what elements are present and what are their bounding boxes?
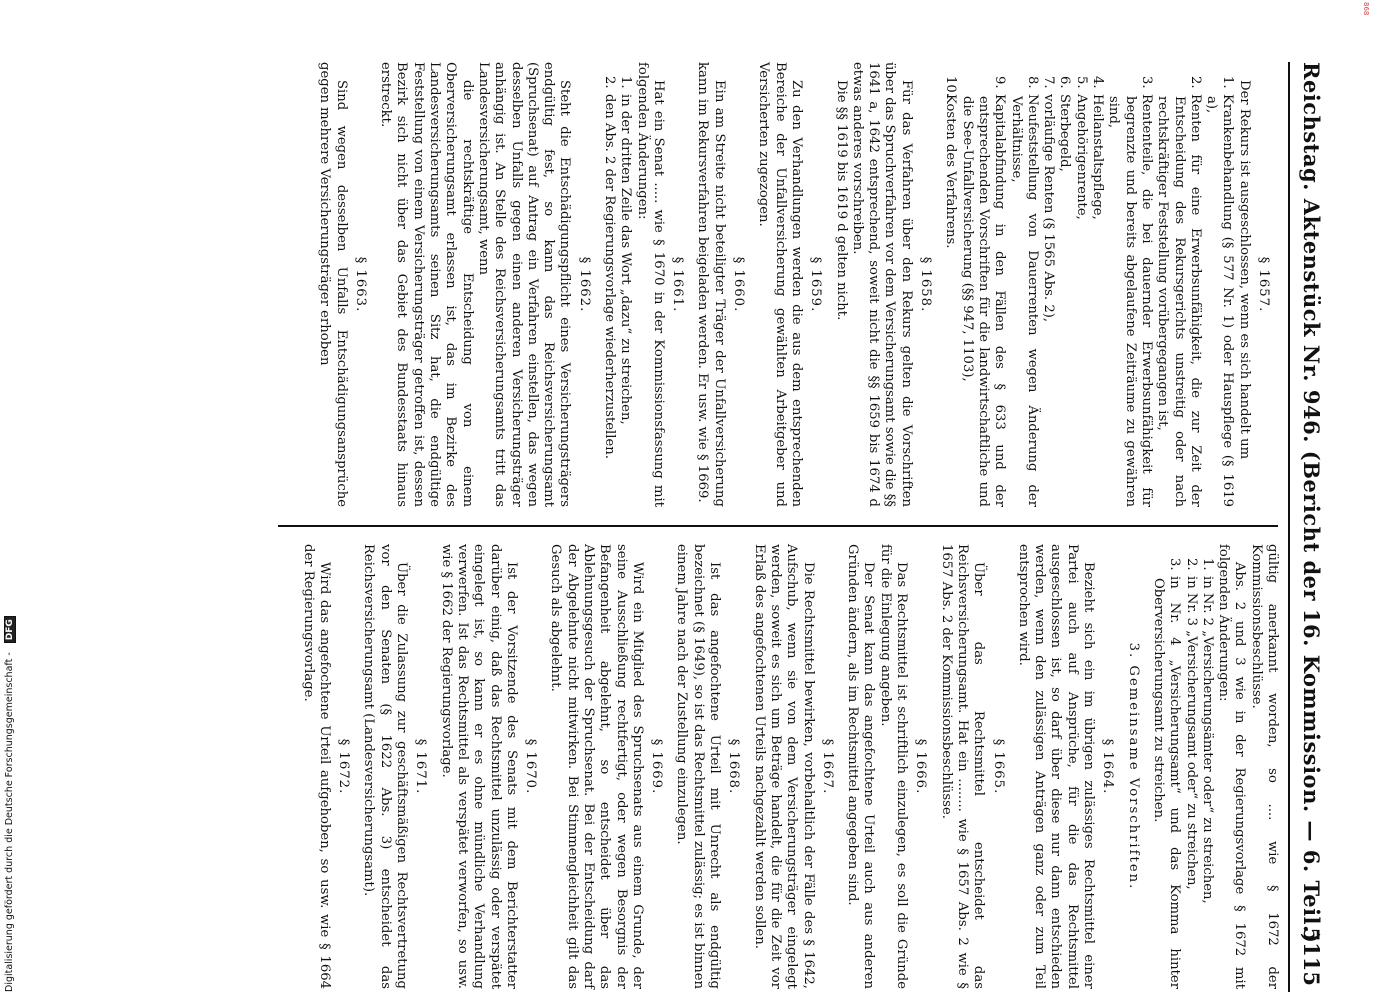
list-number: 3. [1138,76,1154,89]
paragraph: Hat ein Senat ..... wie § 1670 in der Kommissionsfassung mit folgenden Änderungen: [634,62,666,507]
list-number: 3. [1167,558,1183,571]
list-item [1007,62,1040,507]
list-text: Kosten des Verfahrens. [943,94,959,249]
section-heading: § 1672. [336,738,352,795]
section-heading: § 1660. [731,256,747,313]
list-number: 9. [992,76,1008,89]
list-item [1199,544,1215,989]
section-heading: § 1667. [819,738,835,795]
list-number: 7. [1041,76,1057,89]
digitization-credit [4,616,16,992]
list-item [1089,62,1105,507]
paragraph: Das Rechtsmittel ist schriftlich einzulegen, es soll die Gründe für die Einlegung angeben. [877,544,910,989]
paragraph: Wird das angefochtene Urteil aufgehoben, so usw. wie § 1664 der Regierungsvorlage. [300,544,332,989]
page-number: 5115 [1299,927,1324,986]
paragraph: die rechtskräftige Entscheidung von einem Oberversicherungsamt erlassen ist, das im Bezirke des Landesversicherungsamts seinen Sitz hat, die endgültige Feststellung von einem Versicherungsträger getroffen ist, dessen Bezirk sich nicht über das Gebiet des Bundesstaats hinaus erstreckt. [378,62,475,507]
page-header [1288,62,1330,992]
paragraph: Der Rekurs ist ausgeschlossen, wenn es sich handelt um [1236,80,1252,460]
list-item [601,62,617,507]
paragraph: gültig anerkannt worden, so .... wie § 1672 der Kommissionsbeschlüsse. [1248,544,1280,989]
section-heading: § 1666. [913,738,929,795]
section-heading: § 1658. [918,256,934,313]
paragraph: Über das Rechtsmittel entscheidet das Reichsversicherungsamt. Hat ein ........ wie § 1657 Abs. 2 wie § 1657 Abs. 2 der Kommissionsbeschlüsse. [938,544,987,989]
section-heading: § 1664. [1100,738,1116,795]
section-heading: § 1669. [649,738,665,795]
list-number: 6. [1057,76,1073,89]
paragraph: Der Senat kann das angefochtene Urteil auch aus anderen Gründen ändern, als im Rechtsmittel angegeben sind. [845,544,877,989]
paragraph: Ist das angefochtene Urteil mit Unrecht als endgültig bezeichnet (§ 1649), so ist das Rechtsmittel zulässig; es ist binnen einem Jahre nach der Zustellung einzulegen. [674,544,723,989]
paragraph: Ist der Vorsitzende des Senats mit dem Berichterstatter darüber einig, daß das Rechtsmittel unzulässig oder verspätet eingelegt ist, so kann er es ohne mündliche Verhandlung verwerfen. Ist das Rechtsmittel als verspätet verworfen, so usw. wie § 1662 der Regierungsvorlage. [438,544,519,989]
paragraph: Die §§ 1619 bis 1619 d gelten nicht. [833,80,849,321]
section-heading: § 1671. [413,738,429,795]
paragraph: Zu den Verhandlungen werden die aus dem entsprechenden Bereiche der Unfallversicherung gewählten Arbeitgeber und Versicherten zugezogen. [756,62,804,507]
corner-mark: 868 [1362,2,1370,16]
list-text: in Nr. 3 „Versicherungsamt oder“ zu streichen, [1183,576,1199,890]
list-text: in Nr. 2 „Versicherungsämter oder“ zu streichen, [1199,576,1215,904]
list-text: Kapitalabfindung in den Fällen des § 633 und der entsprechenden Vorschriften für die landwirtschaftliche und die See-Unfallversicherung (§§ 947, 1103), [959,94,1008,507]
list-item [1150,544,1183,989]
paragraph: Steht die Entschädigungspflicht eines Versicherungsträgers endgültig fest, so kann das Reichsversicherungsamt (Spruchsenat) auf Antrag ein Verfahren einstellen, das wegen desselben Unfalls gegen einen anderen Versicherungsträger anhängig ist. An Stelle des Reichsversicherungsamts tritt das Landesversicherungsamt, wenn [475,62,573,507]
list-item [942,62,958,507]
section-heading: § 1668. [726,738,742,795]
list-item [1072,62,1088,507]
section-heading: § 1661. [670,256,686,313]
numbered-list [1150,544,1215,989]
section-heading: § 1663. [352,256,368,313]
list-number: 8. [1024,76,1040,89]
list-text: in der dritten Zeile das Wort „dazu“ zu streichen, [618,94,634,425]
paragraph: Über die Zulassung zur geschäftsmäßigen Rechtsvertretung vor den Senaten (§ 1622 Abs. 3) entscheidet das Reichsversicherungsamt (Landesversicherungsamt). [361,544,410,989]
list-text: Rententeile, die bei dauernder Erwerbsunfähigkeit für begrenzte und bereits abgelaufene Zeiträume zu gewähren sind, [1106,94,1154,507]
list-text: Renten für eine Erwerbsunfähigkeit, die zur Zeit der Entscheidung des Rekursgerichts unstreitig oder nach rechtskräftiger Feststellung vorübergegangen ist, [1155,94,1203,507]
list-number: 5. [1073,76,1089,89]
numbered-list [942,62,1235,507]
list-item [1105,62,1154,507]
list-text: Angehörigenrente, [1073,94,1089,220]
dfg-logo: DFG [4,616,16,643]
section-heading: § 1665. [990,738,1006,795]
list-number: 10. [943,76,959,97]
right-column [299,544,1280,989]
list-number: 1. [618,76,634,89]
list-number: 1. [1199,558,1215,571]
list-number: 2. [602,76,618,89]
list-item [1040,62,1056,507]
left-column [316,62,1280,507]
section-heading: § 1659. [808,256,824,313]
list-text: in Nr. 4 „Versicherungsamt“ und das Komma hinter Oberversicherungsamt zu streichen. [1150,576,1183,989]
section-heading: § 1657. [1256,256,1271,313]
paragraph: Die Rechtsmittel bewirken, vorbehaltlich der Fälle des § 1642, Aufschub, wenn sie von dem Versicherungsträger eingelegt werden, soweit es sich um Beträge handelt, die für die Zeit vor Erlaß des angefochtenen Urteils nachgezahlt werden sollen. [751,544,816,989]
paragraph: Bezieht sich ein im übrigen zulässiges Rechtsmittel einer Partei auch auf Ansprüche, für die das Rechtsmittel ausgeschlossen ist, so darf über diese nur dann entschieden werden, wenn den zulässigen Anträgen ganz oder zum Teil entsprochen wird. [1015,544,1097,989]
rotated-document [60,62,1330,992]
list-number: 1. [1220,76,1236,89]
list-number: 2. [1183,558,1199,571]
paragraph: Wird ein Mitglied des Spruchsenats aus einem Grunde, der seine Ausschließung rechtfertigt, oder wegen Besorgnis der Befangenheit abgelehnt, so entscheidet über das Ablehnungsgesuch der Spruchsenat. Bei der Entscheidung darf der Abgelehnte nicht mitwirken. Bei Stimmengleichheit gilt das Gesuch als abgelehnt. [548,544,645,989]
paragraph: Sind wegen desselben Unfalls Entschädigungsansprüche gegen mehrere Versicherungsträger erhoben [317,62,349,507]
list-text: Neufeststellung von Dauerrenten wegen Änderung der Verhältnisse, [1008,94,1040,507]
list-item [617,62,633,507]
credit-text: Digitalisierung gefördert durch die Deutsche Forschungsgemeinschaft - [4,652,15,992]
header-title: Reichstag. Aktenstück Nr. 946. (Bericht der 16. Kommission. — 6. Teil.) [1299,62,1324,944]
subsection-heading: 3. Gemeinsame Vorschriften. [1125,642,1141,891]
paragraph: Für das Verfahren über den Rekurs gelten die Vorschriften über das Spruchverfahren vor dem Versicherungsamt sowie die §§ 1641 a, 1642 entsprechend, soweit nicht die §§ 1659 bis 1674 d etwas anderes vorschreiben. [849,62,914,507]
section-heading: § 1662. [576,256,592,313]
list-item [1182,544,1198,989]
list-item [1056,62,1072,507]
section-heading: § 1670. [523,738,539,795]
list-item [1154,62,1203,507]
list-number: 2. [1187,76,1203,89]
list-number: 4. [1090,76,1106,89]
list-text: den Abs. 2 der Regierungsvorlage wiederherzustellen. [602,94,618,459]
list-text: Krankenbehandlung (§ 577 Nr. 1) oder Hauspflege (§ 1619 a), [1204,94,1236,507]
paragraph: Abs. 2 und 3 wie in der Regierungsvorlage § 1672 mit folgenden Änderungen: [1216,544,1248,989]
list-text: vorläufige Renten (§ 1565 Abs. 2), [1041,94,1057,323]
list-item [1203,62,1236,507]
column-divider [278,525,1278,527]
list-text: Heilanstaltspflege, [1090,94,1106,220]
list-text: Sterbegeld, [1057,94,1073,172]
list-item [958,62,1007,507]
numbered-list [601,62,634,507]
paragraph: Ein am Streite nicht beteiligter Träger der Unfallversicherung kann im Rekursverfahren beigeladen werden. Er usw. wie § 1669. [695,62,727,507]
